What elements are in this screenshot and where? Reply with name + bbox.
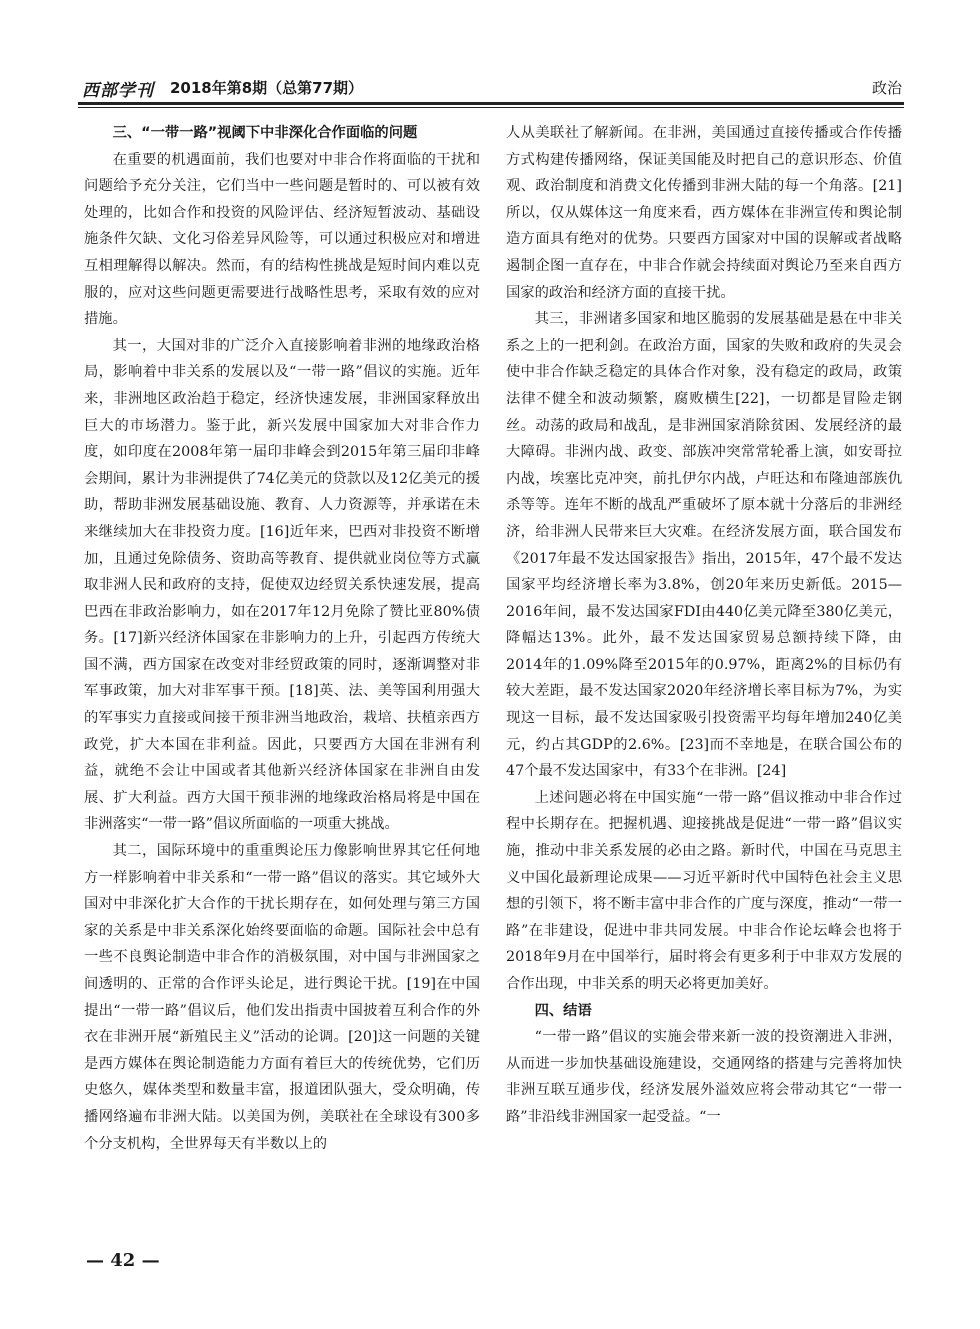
body-paragraph: 在重要的机遇面前，我们也要对中非合作将面临的干扰和问题给予充分关注，它们当中一些问题是暂时的、可以被有效处理的，比如合作和投资的风险评估、经济短暂波动、基础设施条件欠缺、文化习俗差异风险等，可以通过积极应对和增进互相理解得以解决。然而，有的结构性挑战是短时间内难以克服的，应对这些问题更需要进行战略性思考，采取有效的应对措施。	[84, 151, 480, 328]
body-paragraph: 其三，非洲诸多国家和地区脆弱的发展基础是悬在中非关系之上的一把利剑。在政治方面，国家的失败和政府的失灵会使中非合作缺乏稳定的具体合作对象，没有稳定的政局，政策法律不健全和波动频繁，腐败横生[22]，一切都是冒险走钢丝。动荡的政局和战乱，是非洲国家消除贫困、发展经济的最大障碍。非洲内战、政变、部族冲突常常轮番上演，如安哥拉内战，埃塞比克冲突，前扎伊尔内战，卢旺达和布隆迪部族仇杀等等。连年不断的战乱严重破坏了原本就十分落后的非洲经济，给非洲人民带来巨大灾难。在经济发展方面，联合国发布《2017年最不发达国家报告》指出，2015年，47个最不发达国家平均经济增长率为3.8%，创20年来历史新低。2015—2016年间，最不发达国家FDI由440亿美元降至380亿美元，降幅达13%。此外，最不发达国家贸易总额持续下降，由2014年的1.09%降至2015年的0.97%，距离2%的目标仍有较大差距，最不发达国家2020年经济增长率目标为7%，为实现这一目标，最不发达国家吸引投资需平均每年增加240亿美元，约占其GDP的2.6%。[23]而不幸地是，在联合国公布的47个最不发达国家中，有33个在非洲。[24]	[506, 311, 902, 780]
right-column	[506, 120, 902, 1131]
body-paragraph: 其二，国际环境中的重重舆论压力像影响世界其它任何地方一样影响着中非关系和“一带一路”倡议的落实。其它域外大国对中非深化扩大合作的干扰长期存在，如何处理与第三方国家的关系是中非关系深化始终要面临的命题。国际社会中总有一些不良舆论制造中非合作的消极氛围，对中国与非洲国家之间透明的、正常的合作评头论足，进行舆论干扰。[19]在中国提出“一带一路”倡议后，他们发出指责中国披着互利合作的外衣在非洲开展“新殖民主义”活动的论调。[20]这一问题的关键是西方媒体在舆论制造能力方面有着巨大的传统优势，它们历史悠久，媒体类型和数量丰富，报道团队强大，受众明确，传播网络遍布非洲大陆。以美国为例，美联社在全球设有300多个分支机构，全世界每天有半数以上的	[84, 843, 480, 1152]
body-paragraph-continued: 人从美联社了解新闻。在非洲，美国通过直接传播或合作传播方式构建传播网络，保证美国能及时把自己的意识形态、价值观、政治制度和消费文化传播到非洲大陆的每一个角落。[21]所以，仅从媒体这一角度来看，西方媒体在非洲宣传和舆论制造方面具有绝对的优势。只要西方国家对中国的误解或者战略遏制企图一直存在，中非合作就会持续面对舆论乃至来自西方国家的政治和经济方面的直接干扰。	[506, 125, 902, 301]
body-paragraph: 上述问题必将在中国实施“一带一路”倡议推动中非合作过程中长期存在。把握机遇、迎接挑战是促进“一带一路”倡议实施，推动中非关系发展的必由之路。新时代，中国在马克思主义中国化最新理论成果——习近平新时代中国特色社会主义思想的引领下，将不断丰富中非合作的广度与深度，推动“一带一路”在非建设，促进中非共同发展。中非合作论坛峰会也将于2018年9月在中国举行，届时将会有更多利于中非双方发展的合作出现，中非关系的明天必将更加美好。	[506, 789, 902, 992]
section-heading: 三、“一带一路”视阈下中非深化合作面临的问题	[112, 125, 418, 141]
section-name: 政治	[871, 79, 902, 97]
header-rule-thin	[78, 107, 904, 108]
body-paragraph: 其一，大国对非的广泛介入直接影响着非洲的地缘政治格局，影响着中非关系的发展以及“一带一路”倡议的实施。近年来，非洲地区政治趋于稳定，经济快速发展，非洲国家释放出巨大的市场潜力。鉴于此，新兴发展中国家加大对非合作力度，如印度在2008年第一届印非峰会到2015年第三届印非峰会期间，累计为非洲提供了74亿美元的贷款以及12亿美元的援助，帮助非洲发展基础设施、教育、人力资源等，并承诺在未来继续加大在非投资力度。[16]近年来，巴西对非投资不断增加，且通过免除债务、资助高等教育、提供就业岗位等方式赢取非洲人民和政府的支持，促使双边经贸关系快速发展，提高巴西在非政治影响力，如在2017年12月免除了赞比亚80%债务。[17]新兴经济体国家在非影响力的上升，引起西方传统大国不满，西方国家在改变对非经贸政策的同时，逐渐调整对非军事政策，加大对非军事干预。[18]英、法、美等国利用强大的军事实力直接或间接干预非洲当地政治，栽培、扶植亲西方政党，扩大本国在非利益。因此，只要西方大国在非洲有利益，就绝不会让中国或者其他新兴经济体国家在非洲自由发展、扩大利益。西方大国干预非洲的地缘政治格局将是中国在非洲落实“一带一路”倡议所面临的一项重大挑战。	[84, 337, 480, 833]
page-number: — 42 —	[86, 1250, 160, 1271]
left-column	[84, 120, 480, 1157]
issue-info: 2018年第8期（总第77期）	[170, 79, 364, 97]
section-heading: 四、结语	[534, 1002, 592, 1019]
journal-logo: 西部学刊	[82, 81, 154, 101]
body-paragraph: “一带一路”倡议的实施会带来新一波的投资潮进入非洲，从而进一步加快基础设施建设，交通网络的搭建与完善将加快非洲互联互通步伐，经济发展外溢效应将会带动其它“一带一路”非沿线非洲国家一起受益。“一	[506, 1029, 902, 1125]
header-rule-thick	[78, 102, 904, 105]
